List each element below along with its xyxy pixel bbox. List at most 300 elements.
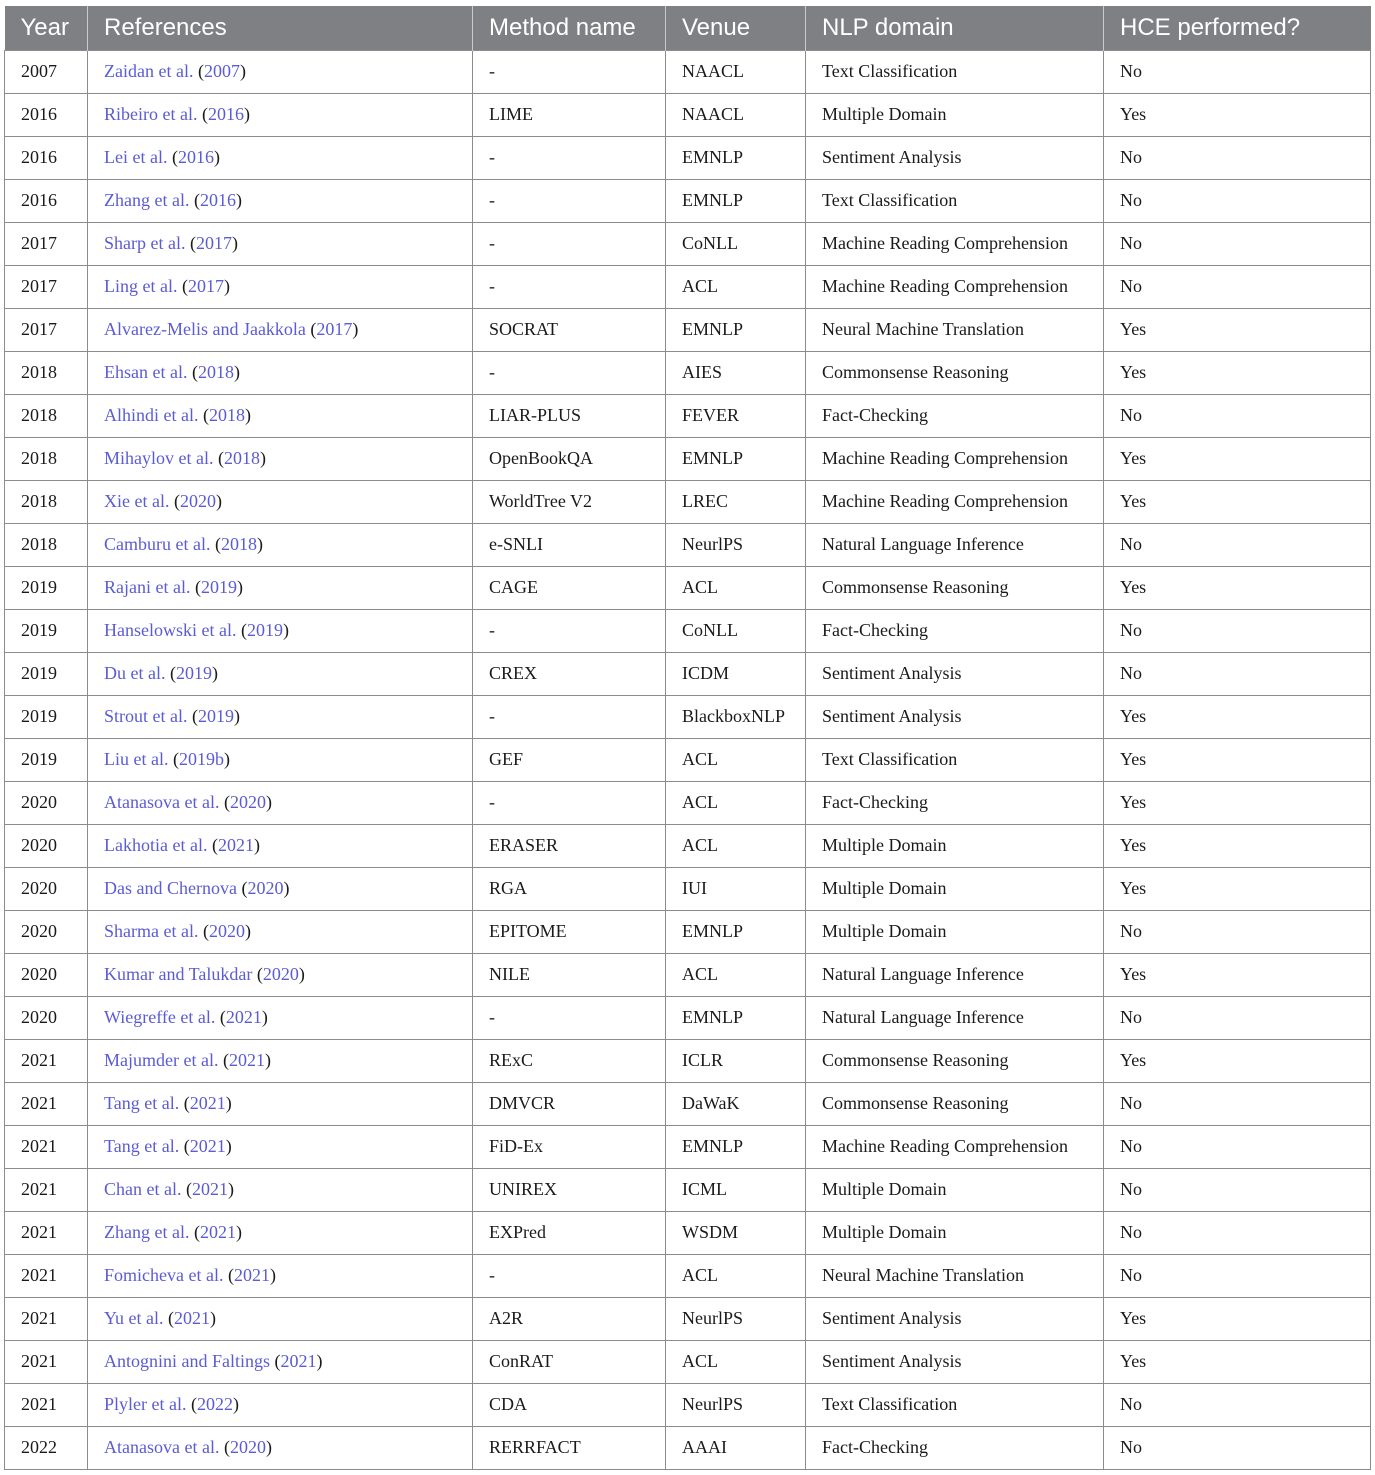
reference-paren-close: ) xyxy=(236,577,243,597)
table-row xyxy=(5,652,1371,695)
reference-author-link[interactable]: Lei et al. xyxy=(104,147,168,167)
cell-year: 2019 xyxy=(5,566,88,609)
reference-paren-open: ( xyxy=(215,1007,226,1027)
cell-venue: FEVER xyxy=(666,394,806,437)
header-row xyxy=(5,6,1371,50)
reference-paren-open: ( xyxy=(213,448,224,468)
reference-author-link[interactable]: Tang et al. xyxy=(104,1093,180,1113)
cell-nlp-domain: Commonsense Reasoning xyxy=(806,1082,1104,1125)
reference-year-link[interactable]: 2021 xyxy=(189,1136,226,1156)
cell-reference xyxy=(88,738,473,781)
cell-venue: IUI xyxy=(666,867,806,910)
table-row xyxy=(5,394,1371,437)
table-row xyxy=(5,738,1371,781)
cell-venue: ACL xyxy=(666,738,806,781)
reference-paren-open: ( xyxy=(179,1093,190,1113)
cell-method-name: EXPred xyxy=(473,1211,666,1254)
cell-hce-performed: Yes xyxy=(1104,93,1371,136)
cell-venue: ACL xyxy=(666,824,806,867)
cell-nlp-domain: Natural Language Inference xyxy=(806,953,1104,996)
cell-venue: ICML xyxy=(666,1168,806,1211)
reference-paren-close: ) xyxy=(264,1050,271,1070)
reference-author-link[interactable]: Kumar and Talukdar xyxy=(104,964,253,984)
reference-paren-close: ) xyxy=(234,706,240,726)
cell-reference xyxy=(88,394,473,437)
cell-method-name: ERASER xyxy=(473,824,666,867)
reference-paren-open: ( xyxy=(177,276,188,296)
cell-year: 2021 xyxy=(5,1254,88,1297)
table-row xyxy=(5,695,1371,738)
reference-paren-close: ) xyxy=(227,1179,234,1199)
cell-year: 2021 xyxy=(5,1168,88,1211)
reference-year-link[interactable]: 2019 xyxy=(175,663,212,683)
cell-method-name: - xyxy=(473,50,666,93)
cell-year: 2021 xyxy=(5,1383,88,1426)
reference-paren-open: ( xyxy=(165,663,176,683)
cell-venue: EMNLP xyxy=(666,136,806,179)
reference-paren-open: ( xyxy=(193,61,204,81)
cell-hce-performed: Yes xyxy=(1104,781,1371,824)
reference-paren-close: ) xyxy=(231,233,238,253)
reference-paren-close: ) xyxy=(298,964,305,984)
cell-method-name: - xyxy=(473,179,666,222)
cell-venue: EMNLP xyxy=(666,996,806,1039)
reference-paren-close: ) xyxy=(215,491,222,511)
cell-year: 2019 xyxy=(5,609,88,652)
reference-year-link[interactable]: 2017 xyxy=(316,319,353,339)
reference-paren-close: ) xyxy=(282,620,289,640)
cell-hce-performed: Yes xyxy=(1104,738,1371,781)
reference-author-link[interactable]: Du et al. xyxy=(104,663,166,683)
cell-venue: CoNLL xyxy=(666,609,806,652)
table-row xyxy=(5,996,1371,1039)
cell-hce-performed: Yes xyxy=(1104,351,1371,394)
cell-reference xyxy=(88,1039,473,1082)
cell-reference xyxy=(88,1125,473,1168)
cell-year: 2016 xyxy=(5,136,88,179)
cell-hce-performed: No xyxy=(1104,1125,1371,1168)
cell-hce-performed: Yes xyxy=(1104,437,1371,480)
reference-year-link[interactable]: 2021 xyxy=(191,1179,228,1199)
cell-nlp-domain: Sentiment Analysis xyxy=(806,1340,1104,1383)
reference-author-link[interactable]: Majumder et al. xyxy=(104,1050,219,1070)
reference-author-link[interactable]: Wiegreffe et al. xyxy=(104,1007,216,1027)
reference-year-link[interactable]: 2021 xyxy=(228,1050,265,1070)
cell-year: 2018 xyxy=(5,351,88,394)
cell-year: 2016 xyxy=(5,93,88,136)
reference-paren-close: ) xyxy=(235,190,242,210)
cell-venue: ACL xyxy=(666,566,806,609)
cell-venue: ACL xyxy=(666,1254,806,1297)
cell-reference xyxy=(88,351,473,394)
reference-paren-close: ) xyxy=(261,1007,268,1027)
cell-year: 2019 xyxy=(5,695,88,738)
cell-year: 2018 xyxy=(5,523,88,566)
reference-year-link[interactable]: 2017 xyxy=(195,233,232,253)
reference-paren-close: ) xyxy=(223,749,230,769)
cell-method-name: ConRAT xyxy=(473,1340,666,1383)
header-venue: Venue xyxy=(666,6,806,50)
cell-method-name: CDA xyxy=(473,1383,666,1426)
table-row xyxy=(5,93,1371,136)
reference-paren-close: ) xyxy=(223,276,230,296)
cell-venue: EMNLP xyxy=(666,910,806,953)
reference-year-link[interactable]: 2020 xyxy=(229,1437,266,1457)
cell-venue: ACL xyxy=(666,265,806,308)
reference-year-link[interactable]: 2021 xyxy=(233,1265,270,1285)
cell-year: 2021 xyxy=(5,1297,88,1340)
table-row xyxy=(5,1297,1371,1340)
table-row xyxy=(5,136,1371,179)
cell-venue: NAACL xyxy=(666,50,806,93)
cell-venue: ICDM xyxy=(666,652,806,695)
reference-author-link[interactable]: Ling et al. xyxy=(104,276,178,296)
reference-author-link[interactable]: Alvarez-Melis and Jaakkola xyxy=(104,319,306,339)
cell-nlp-domain: Sentiment Analysis xyxy=(806,652,1104,695)
references-table-container xyxy=(4,6,1370,1470)
cell-nlp-domain: Natural Language Inference xyxy=(806,523,1104,566)
cell-method-name: - xyxy=(473,1254,666,1297)
cell-year: 2020 xyxy=(5,996,88,1039)
reference-paren-open: ( xyxy=(167,147,178,167)
reference-year-link[interactable]: 2016 xyxy=(207,104,244,124)
cell-method-name: - xyxy=(473,136,666,179)
reference-author-link[interactable]: Xie et al. xyxy=(104,491,170,511)
reference-year-link[interactable]: 2022 xyxy=(196,1394,233,1414)
reference-paren-close: ) xyxy=(209,1308,216,1328)
cell-method-name: LIAR-PLUS xyxy=(473,394,666,437)
reference-year-link[interactable]: 2021 xyxy=(280,1351,317,1371)
cell-reference xyxy=(88,136,473,179)
reference-year-link[interactable]: 2018 xyxy=(220,534,257,554)
reference-author-link[interactable]: Zhang et al. xyxy=(104,190,190,210)
cell-year: 2021 xyxy=(5,1125,88,1168)
cell-hce-performed: Yes xyxy=(1104,953,1371,996)
reference-paren-open: ( xyxy=(305,319,317,339)
reference-paren-open: ( xyxy=(207,835,218,855)
reference-year-link[interactable]: 2021 xyxy=(199,1222,236,1242)
header-method-name: Method name xyxy=(473,6,666,50)
cell-year: 2017 xyxy=(5,308,88,351)
reference-author-link[interactable]: Ribeiro et al. xyxy=(104,104,198,124)
reference-author-link[interactable]: Mihaylov et al. xyxy=(104,448,214,468)
reference-year-link[interactable]: 2021 xyxy=(189,1093,226,1113)
cell-method-name: RExC xyxy=(473,1039,666,1082)
reference-paren-close: ) xyxy=(265,1437,272,1457)
cell-venue: NeurlPS xyxy=(666,523,806,566)
reference-paren-close: ) xyxy=(225,1136,232,1156)
header-nlp-domain: NLP domain xyxy=(806,6,1104,50)
cell-year: 2020 xyxy=(5,953,88,996)
reference-paren-open: ( xyxy=(189,1222,200,1242)
cell-reference xyxy=(88,1426,473,1469)
table-row xyxy=(5,910,1371,953)
table-row xyxy=(5,1039,1371,1082)
cell-hce-performed: No xyxy=(1104,652,1371,695)
cell-method-name: OpenBookQA xyxy=(473,437,666,480)
cell-year: 2019 xyxy=(5,738,88,781)
reference-year-link[interactable]: 2018 xyxy=(197,362,234,382)
reference-author-link[interactable]: Sharp et al. xyxy=(104,233,186,253)
cell-year: 2021 xyxy=(5,1082,88,1125)
cell-venue: EMNLP xyxy=(666,179,806,222)
cell-nlp-domain: Machine Reading Comprehension xyxy=(806,1125,1104,1168)
reference-year-link[interactable]: 2020 xyxy=(179,491,216,511)
cell-method-name: - xyxy=(473,222,666,265)
cell-hce-performed: No xyxy=(1104,1082,1371,1125)
cell-method-name: UNIREX xyxy=(473,1168,666,1211)
cell-hce-performed: No xyxy=(1104,523,1371,566)
cell-nlp-domain: Commonsense Reasoning xyxy=(806,351,1104,394)
header-year: Year xyxy=(20,13,69,41)
table-header xyxy=(5,6,1371,50)
cell-venue: EMNLP xyxy=(666,308,806,351)
reference-author-link[interactable]: Atanasova et al. xyxy=(104,792,220,812)
reference-paren-open: ( xyxy=(218,1050,229,1070)
cell-nlp-domain: Machine Reading Comprehension xyxy=(806,265,1104,308)
cell-hce-performed: Yes xyxy=(1104,824,1371,867)
cell-hce-performed: Yes xyxy=(1104,1297,1371,1340)
table-row xyxy=(5,351,1371,394)
cell-year: 2019 xyxy=(5,652,88,695)
cell-hce-performed: No xyxy=(1104,265,1371,308)
cell-hce-performed: No xyxy=(1104,1211,1371,1254)
reference-paren-open: ( xyxy=(169,491,180,511)
reference-year-link[interactable]: 2020 xyxy=(262,964,299,984)
reference-paren-close: ) xyxy=(233,362,240,382)
cell-nlp-domain: Multiple Domain xyxy=(806,867,1104,910)
reference-year-link[interactable]: 2016 xyxy=(177,147,214,167)
reference-author-link[interactable]: Zhang et al. xyxy=(104,1222,190,1242)
cell-nlp-domain: Fact-Checking xyxy=(806,609,1104,652)
reference-paren-close: ) xyxy=(244,405,251,425)
reference-author-link[interactable]: Tang et al. xyxy=(104,1136,180,1156)
reference-paren-open: ( xyxy=(219,1437,230,1457)
cell-nlp-domain: Multiple Domain xyxy=(806,824,1104,867)
reference-author-link[interactable]: Atanasova et al. xyxy=(104,1437,220,1457)
references-table xyxy=(4,6,1371,1470)
cell-hce-performed: Yes xyxy=(1104,308,1371,351)
cell-venue: ACL xyxy=(666,953,806,996)
cell-method-name: LIME xyxy=(473,93,666,136)
reference-paren-close: ) xyxy=(243,104,250,124)
reference-author-link[interactable]: Zaidan et al. xyxy=(104,61,194,81)
cell-method-name: - xyxy=(473,695,666,738)
reference-author-link[interactable]: Sharma et al. xyxy=(104,921,199,941)
table-row xyxy=(5,1168,1371,1211)
reference-year-link[interactable]: 2018 xyxy=(223,448,260,468)
table-row xyxy=(5,179,1371,222)
cell-method-name: RGA xyxy=(473,867,666,910)
reference-year-link[interactable]: 2019 xyxy=(246,620,283,640)
reference-paren-open: ( xyxy=(163,1308,174,1328)
cell-reference xyxy=(88,824,473,867)
reference-year-link[interactable]: 2007 xyxy=(203,61,240,81)
reference-paren-close: ) xyxy=(269,1265,276,1285)
cell-reference xyxy=(88,222,473,265)
reference-paren-close: ) xyxy=(244,921,251,941)
reference-paren-close: ) xyxy=(256,534,263,554)
cell-method-name: A2R xyxy=(473,1297,666,1340)
reference-paren-close: ) xyxy=(239,61,246,81)
cell-reference xyxy=(88,1082,473,1125)
cell-hce-performed: No xyxy=(1104,394,1371,437)
cell-year: 2007 xyxy=(5,50,88,93)
reference-paren-open: ( xyxy=(189,190,200,210)
cell-nlp-domain: Text Classification xyxy=(806,738,1104,781)
cell-year: 2016 xyxy=(5,179,88,222)
table-row xyxy=(5,50,1371,93)
cell-nlp-domain: Commonsense Reasoning xyxy=(806,566,1104,609)
reference-year-link[interactable]: 2017 xyxy=(187,276,224,296)
cell-hce-performed: No xyxy=(1104,1383,1371,1426)
header-references: References xyxy=(88,6,473,50)
cell-year: 2021 xyxy=(5,1211,88,1254)
cell-reference xyxy=(88,480,473,523)
reference-author-link[interactable]: Antognini and Faltings xyxy=(104,1351,270,1371)
cell-hce-performed: No xyxy=(1104,136,1371,179)
reference-year-link[interactable]: 2019 xyxy=(200,577,237,597)
cell-hce-performed: No xyxy=(1104,609,1371,652)
table-row xyxy=(5,480,1371,523)
cell-method-name: e-SNLI xyxy=(473,523,666,566)
table-row xyxy=(5,437,1371,480)
cell-hce-performed: Yes xyxy=(1104,695,1371,738)
cell-method-name: GEF xyxy=(473,738,666,781)
cell-year: 2018 xyxy=(5,480,88,523)
cell-hce-performed: Yes xyxy=(1104,1340,1371,1383)
cell-method-name: FiD-Ex xyxy=(473,1125,666,1168)
reference-author-link[interactable]: Lakhotia et al. xyxy=(104,835,208,855)
cell-year: 2017 xyxy=(5,222,88,265)
cell-method-name: - xyxy=(473,351,666,394)
cell-hce-performed: No xyxy=(1104,179,1371,222)
reference-year-link[interactable]: 2021 xyxy=(225,1007,262,1027)
reference-paren-close: ) xyxy=(259,448,266,468)
cell-reference xyxy=(88,1254,473,1297)
cell-reference xyxy=(88,996,473,1039)
cell-venue: NeurlPS xyxy=(666,1383,806,1426)
reference-paren-open: ( xyxy=(181,1179,192,1199)
cell-year: 2021 xyxy=(5,1340,88,1383)
reference-author-link[interactable]: Rajani et al. xyxy=(104,577,191,597)
reference-author-link[interactable]: Plyler et al. xyxy=(104,1394,187,1414)
cell-method-name: WorldTree V2 xyxy=(473,480,666,523)
cell-reference xyxy=(88,265,473,308)
cell-reference xyxy=(88,1211,473,1254)
reference-author-link[interactable]: Fomicheva et al. xyxy=(104,1265,224,1285)
cell-nlp-domain: Machine Reading Comprehension xyxy=(806,437,1104,480)
cell-nlp-domain: Machine Reading Comprehension xyxy=(806,480,1104,523)
reference-year-link[interactable]: 2020 xyxy=(229,792,266,812)
table-row xyxy=(5,222,1371,265)
cell-hce-performed: No xyxy=(1104,1168,1371,1211)
cell-venue: LREC xyxy=(666,480,806,523)
reference-year-link[interactable]: 2016 xyxy=(199,190,236,210)
cell-hce-performed: Yes xyxy=(1104,1039,1371,1082)
reference-paren-open: ( xyxy=(179,1136,190,1156)
cell-reference xyxy=(88,50,473,93)
cell-method-name: EPITOME xyxy=(473,910,666,953)
table-row xyxy=(5,867,1371,910)
reference-paren-open: ( xyxy=(252,964,263,984)
reference-paren-open: ( xyxy=(198,921,209,941)
cell-method-name: - xyxy=(473,265,666,308)
reference-year-link[interactable]: 2018 xyxy=(208,405,245,425)
reference-author-link[interactable]: Yu et al. xyxy=(104,1308,164,1328)
reference-paren-close: ) xyxy=(352,319,359,339)
reference-paren-open: ( xyxy=(219,792,230,812)
reference-year-link[interactable]: 2019b xyxy=(178,749,224,769)
reference-paren-open: ( xyxy=(197,104,208,124)
table-row xyxy=(5,1426,1371,1469)
cell-method-name: SOCRAT xyxy=(473,308,666,351)
cell-venue: NAACL xyxy=(666,93,806,136)
reference-author-link[interactable]: Alhindi et al. xyxy=(104,405,199,425)
cell-venue: WSDM xyxy=(666,1211,806,1254)
reference-year-link[interactable]: 2019 xyxy=(198,706,234,726)
reference-year-link[interactable]: 2021 xyxy=(217,835,254,855)
cell-venue: EMNLP xyxy=(666,1125,806,1168)
table-row xyxy=(5,1082,1371,1125)
reference-paren-open: ( xyxy=(223,1265,234,1285)
cell-year: 2018 xyxy=(5,394,88,437)
reference-author-link[interactable]: Chan et al. xyxy=(104,1179,182,1199)
reference-paren-close: ) xyxy=(253,835,260,855)
cell-hce-performed: Yes xyxy=(1104,480,1371,523)
reference-year-link[interactable]: 2020 xyxy=(208,921,245,941)
cell-hce-performed: No xyxy=(1104,1426,1371,1469)
cell-reference xyxy=(88,179,473,222)
cell-reference xyxy=(88,93,473,136)
reference-paren-close: ) xyxy=(225,1093,232,1113)
cell-venue: BlackboxNLP xyxy=(666,695,806,738)
reference-year-link[interactable]: 2020 xyxy=(247,878,284,898)
reference-paren-close: ) xyxy=(316,1351,323,1371)
reference-paren-open: ( xyxy=(236,878,248,898)
cell-method-name: DMVCR xyxy=(473,1082,666,1125)
cell-reference xyxy=(88,609,473,652)
cell-reference xyxy=(88,308,473,351)
cell-venue: DaWaK xyxy=(666,1082,806,1125)
cell-reference xyxy=(88,867,473,910)
reference-author-link[interactable]: Ehsan et al. xyxy=(104,362,188,382)
reference-author-link[interactable]: Hanselowski et al. xyxy=(104,620,237,640)
reference-paren-open: ( xyxy=(186,1394,197,1414)
header-hce-performed: HCE performed? xyxy=(1104,6,1371,50)
reference-author-link[interactable]: Das and Chernova xyxy=(104,878,237,898)
cell-nlp-domain: Commonsense Reasoning xyxy=(806,1039,1104,1082)
cell-hce-performed: No xyxy=(1104,50,1371,93)
cell-reference xyxy=(88,437,473,480)
cell-year: 2018 xyxy=(5,437,88,480)
cell-nlp-domain: Fact-Checking xyxy=(806,1426,1104,1469)
table-row xyxy=(5,523,1371,566)
reference-author-link[interactable]: Liu et al. xyxy=(104,749,169,769)
reference-year-link[interactable]: 2021 xyxy=(173,1308,210,1328)
table-row xyxy=(5,609,1371,652)
cell-reference xyxy=(88,1297,473,1340)
cell-year: 2022 xyxy=(5,1426,88,1469)
cell-venue: ACL xyxy=(666,781,806,824)
reference-paren-close: ) xyxy=(213,147,220,167)
reference-paren-open: ( xyxy=(187,362,198,382)
reference-author-link[interactable]: Camburu et al. xyxy=(104,534,211,554)
cell-reference xyxy=(88,566,473,609)
table-row xyxy=(5,1254,1371,1297)
reference-author-link[interactable]: Strout et al. xyxy=(104,706,188,726)
cell-method-name: CREX xyxy=(473,652,666,695)
